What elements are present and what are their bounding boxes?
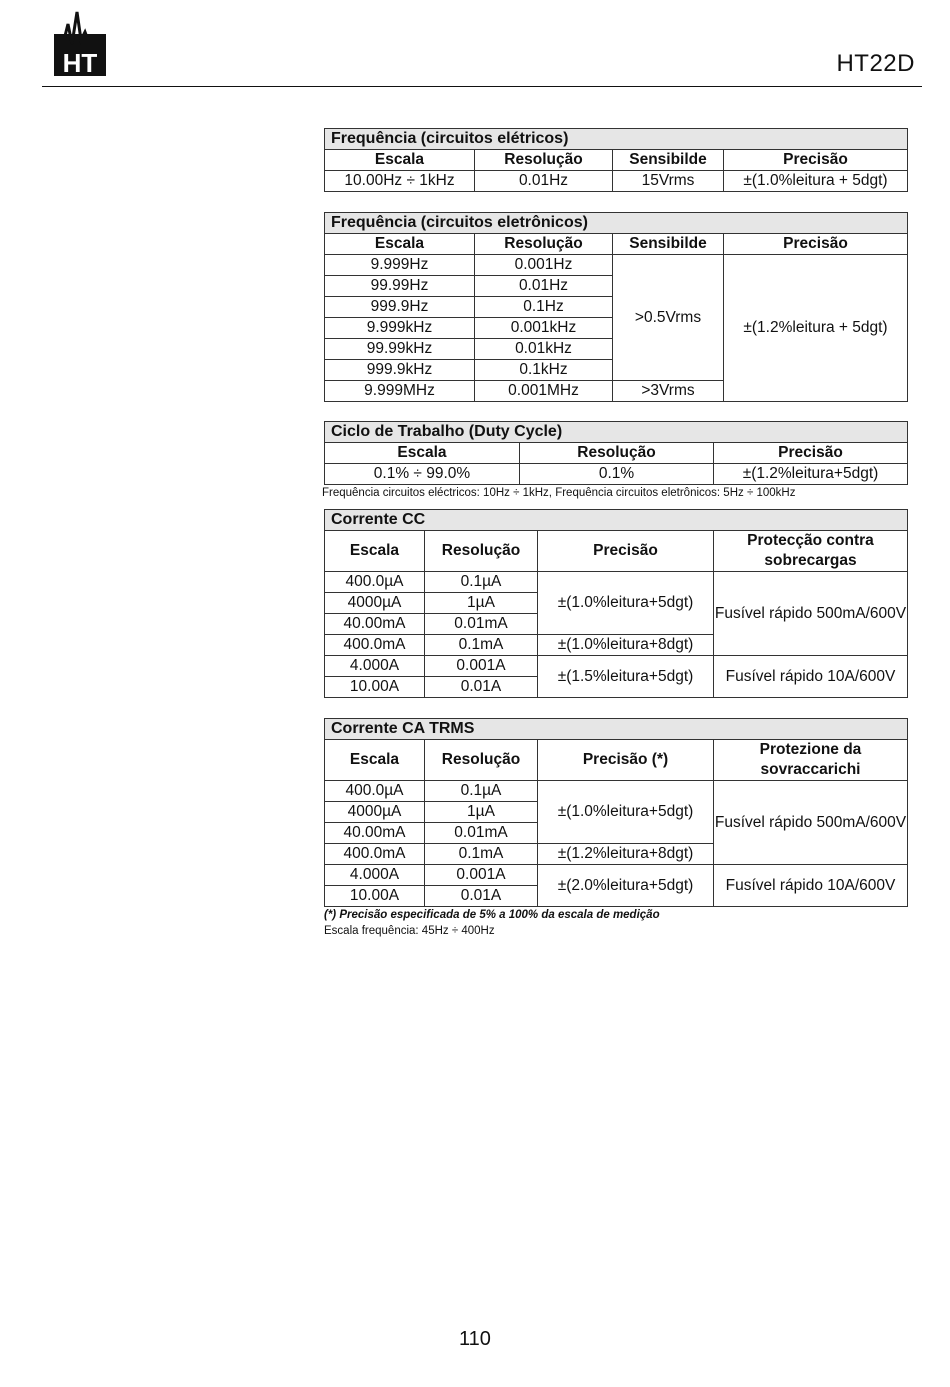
col-header: Protezione da sovraccarichi bbox=[714, 740, 908, 781]
table-cell: 9.999MHz bbox=[325, 381, 475, 402]
table-cell: 400.0mA bbox=[325, 635, 425, 656]
precision-cell: ±(1.2%leitura+8dgt) bbox=[538, 844, 714, 865]
table-cell: 40.00mA bbox=[325, 823, 425, 844]
freq-elec-section bbox=[324, 128, 908, 192]
table-cell: 0.01Hz bbox=[475, 276, 613, 297]
table-cell: 0.01mA bbox=[425, 823, 538, 844]
table-cell: 999.9kHz bbox=[325, 360, 475, 381]
table-cell: 0.1µA bbox=[425, 572, 538, 593]
table-row bbox=[325, 781, 908, 802]
table-cell: 400.0µA bbox=[325, 572, 425, 593]
precision-cell: ±(1.2%leitura + 5dgt) bbox=[724, 255, 908, 402]
table-row bbox=[325, 865, 908, 886]
col-header: Protecção contra sobrecargas bbox=[714, 531, 908, 572]
col-header: Precisão bbox=[538, 531, 714, 572]
col-header: Escala bbox=[325, 740, 425, 781]
table-cell: 0.1Hz bbox=[475, 297, 613, 318]
dc-current-section bbox=[324, 509, 908, 698]
ac-frequency-note: Escala frequência: 45Hz ÷ 400Hz bbox=[324, 925, 495, 937]
fuse-cell: Fusível rápido 500mA/600V bbox=[714, 572, 908, 656]
duty-table bbox=[324, 421, 908, 485]
table-cell: 400.0mA bbox=[325, 844, 425, 865]
ht-logo bbox=[52, 10, 108, 78]
precision-cell: ±(1.5%leitura+5dgt) bbox=[538, 656, 714, 698]
dc-current-table bbox=[324, 509, 908, 698]
ac-current-section bbox=[324, 718, 908, 939]
col-header: Resolução bbox=[520, 443, 714, 464]
col-header: Escala bbox=[325, 531, 425, 572]
table-row bbox=[325, 171, 908, 192]
col-header: Escala bbox=[325, 443, 520, 464]
col-header: Escala bbox=[325, 150, 475, 171]
ac-precision-note: (*) Precisão especificada de 5% a 100% da escala de medição bbox=[324, 909, 660, 921]
col-header: Precisão bbox=[724, 150, 908, 171]
table-cell: 10.00Hz ÷ 1kHz bbox=[325, 171, 475, 192]
table-cell: 4000µA bbox=[325, 593, 425, 614]
table-cell: 999.9Hz bbox=[325, 297, 475, 318]
table-cell: 0.001A bbox=[425, 865, 538, 886]
table-title: Ciclo de Trabalho (Duty Cycle) bbox=[325, 422, 908, 443]
table-title: Corrente CA TRMS bbox=[325, 719, 908, 740]
table-cell: 0.001Hz bbox=[475, 255, 613, 276]
col-header: Precisão bbox=[724, 234, 908, 255]
table-cell: 0.1mA bbox=[425, 844, 538, 865]
table-row bbox=[325, 255, 908, 276]
col-header: Sensibilde bbox=[613, 234, 724, 255]
col-header: Resolução bbox=[475, 234, 613, 255]
fuse-cell: Fusível rápido 10A/600V bbox=[714, 865, 908, 907]
table-cell: 0.001MHz bbox=[475, 381, 613, 402]
table-cell: 0.1% bbox=[520, 464, 714, 485]
table-cell: 0.1kHz bbox=[475, 360, 613, 381]
precision-cell: ±(1.0%leitura+5dgt) bbox=[538, 572, 714, 635]
table-cell: 99.99kHz bbox=[325, 339, 475, 360]
table-cell: 400.0µA bbox=[325, 781, 425, 802]
duty-section bbox=[324, 421, 908, 501]
col-header: Precisão bbox=[714, 443, 908, 464]
table-cell: 9.999Hz bbox=[325, 255, 475, 276]
freq-eletr-table bbox=[324, 212, 908, 402]
table-title: Frequência (circuitos elétricos) bbox=[325, 129, 908, 150]
fuse-cell: Fusível rápido 10A/600V bbox=[714, 656, 908, 698]
col-header: Escala bbox=[325, 234, 475, 255]
table-cell: 0.1mA bbox=[425, 635, 538, 656]
precision-cell: ±(1.0%leitura+5dgt) bbox=[538, 781, 714, 844]
table-cell: 9.999kHz bbox=[325, 318, 475, 339]
col-header: Resolução bbox=[475, 150, 613, 171]
col-header: Resolução bbox=[425, 740, 538, 781]
table-row bbox=[325, 464, 908, 485]
table-cell: 40.00mA bbox=[325, 614, 425, 635]
table-cell: 4.000A bbox=[325, 865, 425, 886]
header-rule bbox=[42, 86, 922, 87]
table-row bbox=[325, 572, 908, 593]
table-cell: 0.1% ÷ 99.0% bbox=[325, 464, 520, 485]
table-cell: 0.01A bbox=[425, 677, 538, 698]
col-header: Sensibilde bbox=[613, 150, 724, 171]
table-title: Frequência (circuitos eletrônicos) bbox=[325, 213, 908, 234]
table-cell: 0.01Hz bbox=[475, 171, 613, 192]
freq-elec-table bbox=[324, 128, 908, 192]
col-header: Precisão (*) bbox=[538, 740, 714, 781]
table-cell: ±(1.0%leitura + 5dgt) bbox=[724, 171, 908, 192]
col-header: Resolução bbox=[425, 531, 538, 572]
table-cell: 4.000A bbox=[325, 656, 425, 677]
table-cell: 0.001kHz bbox=[475, 318, 613, 339]
table-cell: 1µA bbox=[425, 593, 538, 614]
table-cell: 10.00A bbox=[325, 886, 425, 907]
table-cell: 0.01A bbox=[425, 886, 538, 907]
table-cell: ±(1.2%leitura+5dgt) bbox=[714, 464, 908, 485]
table-cell: 1µA bbox=[425, 802, 538, 823]
precision-cell: ±(2.0%leitura+5dgt) bbox=[538, 865, 714, 907]
table-cell: 0.1µA bbox=[425, 781, 538, 802]
table-title: Corrente CC bbox=[325, 510, 908, 531]
fuse-cell: Fusível rápido 500mA/600V bbox=[714, 781, 908, 865]
table-cell: 99.99Hz bbox=[325, 276, 475, 297]
table-cell: 15Vrms bbox=[613, 171, 724, 192]
table-cell: 0.01mA bbox=[425, 614, 538, 635]
model-name: HT22D bbox=[836, 50, 915, 77]
table-row bbox=[325, 656, 908, 677]
table-cell: 10.00A bbox=[325, 677, 425, 698]
page-number: 110 bbox=[459, 1328, 491, 1350]
table-cell: 0.01kHz bbox=[475, 339, 613, 360]
table-cell: 0.001A bbox=[425, 656, 538, 677]
duty-note: Frequência circuitos eléctricos: 10Hz ÷ 1kHz, Frequência circuitos eletrônicos: 5Hz ÷ 100kHz bbox=[322, 487, 796, 499]
precision-cell: ±(1.0%leitura+8dgt) bbox=[538, 635, 714, 656]
table-cell: 4000µA bbox=[325, 802, 425, 823]
logo-text: HT bbox=[62, 48, 98, 78]
ac-current-table bbox=[324, 718, 908, 907]
freq-eletr-section bbox=[324, 212, 908, 402]
sensitivity-cell: >3Vrms bbox=[613, 381, 724, 402]
sensitivity-cell: >0.5Vrms bbox=[613, 255, 724, 381]
